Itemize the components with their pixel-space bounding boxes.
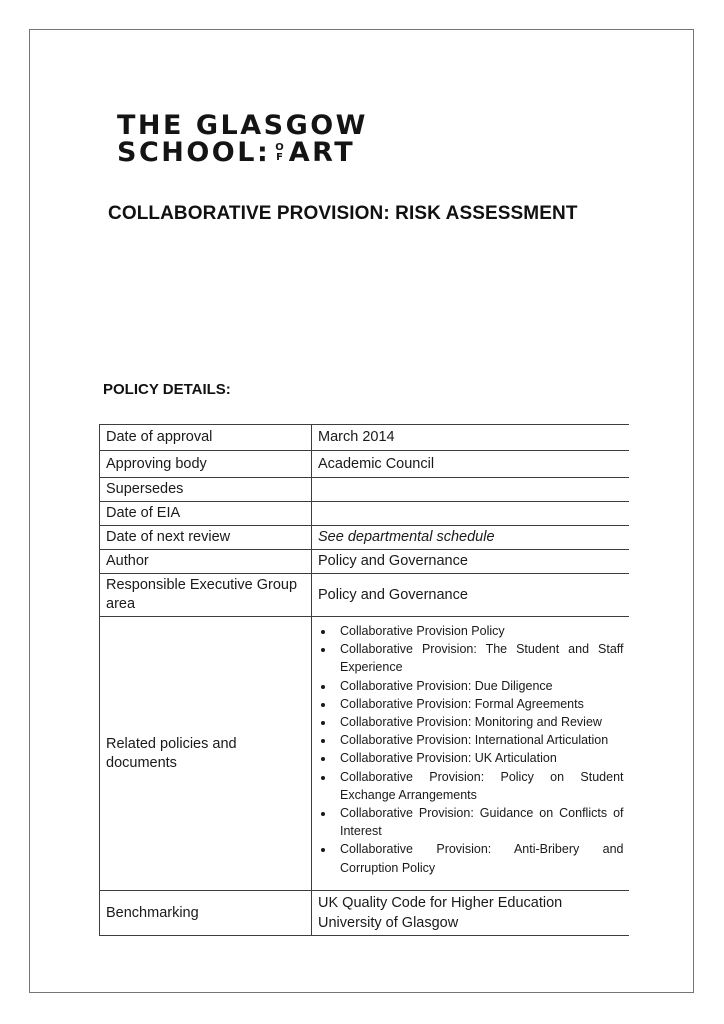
row-value [312,891,629,936]
list-item: • Collaborative Provision: UK Articulation [335,749,624,767]
list-item: • Collaborative Provision: International Articulation [335,731,624,749]
table-row-related-policies [100,617,629,891]
row-value: Policy and Governance [312,550,629,574]
list-item: • Collaborative Provision Policy [335,622,624,640]
logo-school-text: SCHOOL: [117,137,271,168]
logo-of-top: O [275,142,284,153]
row-value-bullet-list [312,617,629,891]
row-label: Date of approval [100,425,312,451]
policy-details-table [99,424,629,936]
table-row-author [100,550,629,574]
logo-of-bottom: F [276,151,283,163]
table-row-benchmarking [100,891,629,936]
row-value: Policy and Governance [312,574,629,617]
row-value: March 2014 [312,425,629,451]
logo-of-stack [275,143,284,162]
list-item: • Collaborative Provision: Anti-Bribery and Corruption Policy [335,840,624,876]
list-item: • Collaborative Provision: Due Diligence [335,677,624,695]
policy-details-heading: POLICY DETAILS: [103,381,231,398]
list-item: • Collaborative Provision: Guidance on Conflicts of Interest [335,804,624,840]
logo-art-text: ART [288,137,356,168]
related-policies-list [318,622,624,877]
row-value: Academic Council [312,451,629,478]
benchmarking-line: UK Quality Code for Higher Education [318,895,563,911]
row-label: Approving body [100,451,312,478]
table-row-responsible-executive-group [100,574,629,617]
list-item: • Collaborative Provision: Formal Agreements [335,695,624,713]
list-item: • Collaborative Provision: Monitoring and Review [335,713,624,731]
table-row-date-of-approval [100,425,629,451]
table-row-date-of-next-review [100,526,629,550]
logo-line2 [117,139,368,166]
row-label: Date of EIA [100,502,312,526]
logo-line1: THE GLASGOW [117,110,368,141]
row-label: Benchmarking [100,891,312,936]
list-item: • Collaborative Provision: The Student and Staff Experience [335,640,624,676]
benchmarking-line: University of Glasgow [318,915,459,931]
row-label: Related policies and documents [100,617,312,891]
row-label: Responsible Executive Group area [100,574,312,617]
row-label: Date of next review [100,526,312,550]
list-item: • Collaborative Provision: Policy on Student Exchange Arrangements [335,768,624,804]
gsa-logo [117,112,368,166]
row-value [312,502,629,526]
table-row-approving-body [100,451,629,478]
document-title: COLLABORATIVE PROVISION: RISK ASSESSMENT [108,203,578,224]
row-label: Author [100,550,312,574]
row-label: Supersedes [100,478,312,502]
row-value: See departmental schedule [312,526,629,550]
table-row-supersedes [100,478,629,502]
table-row-date-of-eia [100,502,629,526]
row-value [312,478,629,502]
